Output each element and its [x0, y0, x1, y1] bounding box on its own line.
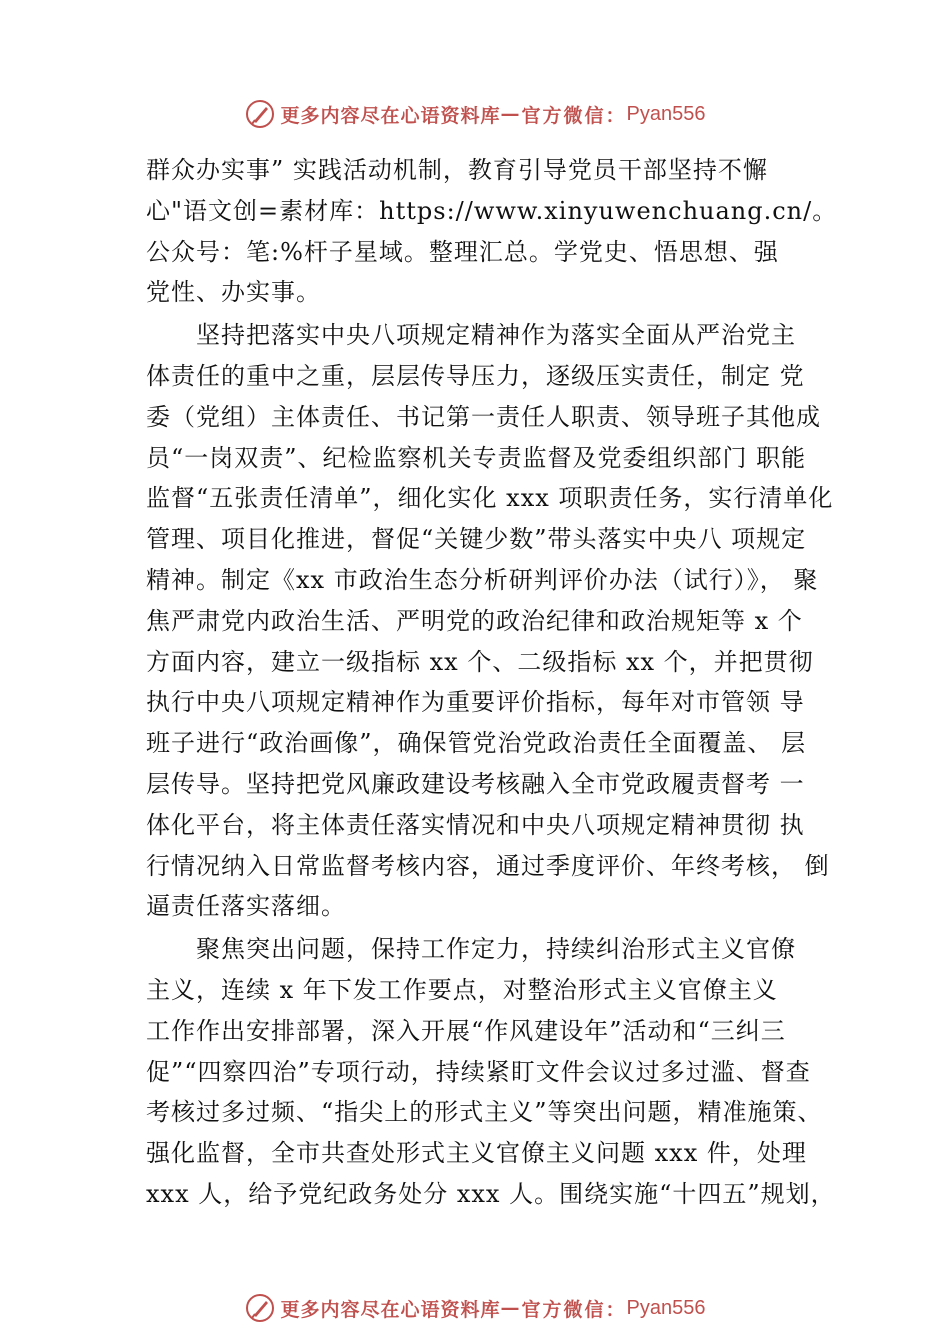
banner-site-name: 更多内容尽在心语资料库 — [280, 104, 501, 127]
quill-logo-icon — [245, 99, 275, 129]
document-body — [146, 150, 838, 1215]
body-line: 逼责任落实落细。 — [146, 892, 346, 921]
banner-dash: — — [500, 1297, 522, 1319]
header-banner — [0, 96, 950, 132]
body-line: 主义，连续 x 年下发工作要点，对整治形式主义官僚主义 — [146, 975, 778, 1004]
body-line: 考核过多过频、“指尖上的形式主义”等突出问题，精准施策、 — [146, 1098, 823, 1127]
quill-logo-icon — [245, 1293, 275, 1323]
body-line: 监督“五张责任清单”，细化实化 xxx 项职责任务，实行清单化 — [146, 484, 834, 513]
banner-wechat-label: 官方微信： — [521, 1298, 627, 1321]
body-line: 强化监督，全市共查处形式主义官僚主义问题 xxx 件，处理 — [146, 1139, 807, 1168]
banner-wechat-id: Pyan556 — [626, 102, 706, 125]
body-line: 精神。制定《xx 市政治生态分析研判评价办法（试行）》， 聚 — [146, 565, 819, 594]
body-line: 体化平台，将主体责任落实情况和中央八项规定精神贯彻 执 — [146, 810, 805, 839]
body-line: xxx 人，给予党纪政务处分 xxx 人。围绕实施“十四五”规划， — [146, 1179, 836, 1208]
body-line: 党性、办实事。 — [146, 278, 321, 307]
paragraph-first-line: 聚焦突出问题，保持工作定力，持续纠治形式主义官僚 — [196, 935, 796, 964]
body-line: 方面内容，建立一级指标 xx 个、二级指标 xx 个，并把贯彻 — [146, 647, 814, 676]
body-line: 群众办实事” 实践活动机制，教育引导党员干部坚持不懈 — [146, 156, 768, 184]
body-line: 公众号：笔:%杆子星域。整理汇总。学党史、悟思想、强 — [146, 237, 779, 266]
body-line: 执行中央八项规定精神作为重要评价指标，每年对市管领 导 — [146, 688, 805, 717]
body-line: 委（党组）主体责任、书记第一责任人职责、领导班子其他成 — [146, 402, 821, 431]
body-line: 班子进行“政治画像”，确保管党治党政治责任全面覆盖、 层 — [146, 729, 807, 758]
body-line: 行情况纳入日常监督考核内容，通过季度评价、年终考核， 倒 — [146, 851, 830, 880]
banner-wechat-id: Pyan556 — [626, 1296, 706, 1319]
banner-site-name: 更多内容尽在心语资料库 — [280, 1298, 501, 1321]
body-line: 焦严肃党内政治生活、严明党的政治纪律和政治规矩等 x 个 — [146, 606, 803, 635]
paragraph-first-line: 坚持把落实中央八项规定精神作为落实全面从严治党主 — [196, 321, 796, 350]
banner-wechat-label: 官方微信： — [521, 104, 627, 127]
body-line: 心"语文创=素材库：https://www.xinyuwenchuang.cn/。 — [146, 196, 838, 225]
body-line: 促”“四察四治”专项行动，持续紧盯文件会议过多过滥、督查 — [146, 1057, 811, 1086]
body-line: 体责任的重中之重，层层传导压力，逐级压实责任，制定 党 — [146, 361, 805, 390]
footer-banner — [0, 1290, 950, 1326]
banner-dash: — — [500, 103, 522, 125]
body-line: 员“一岗双责”、纪检监察机关专责监督及党委组织部门 职能 — [146, 443, 807, 472]
body-line: 层传导。坚持把党风廉政建设考核融入全市党政履责督考 一 — [146, 769, 805, 798]
body-line: 工作作出安排部署，深入开展“作风建设年”活动和“三纠三 — [146, 1016, 786, 1045]
body-line: 管理、项目化推进，督促“关键少数”带头落实中央八 项规定 — [146, 525, 807, 554]
